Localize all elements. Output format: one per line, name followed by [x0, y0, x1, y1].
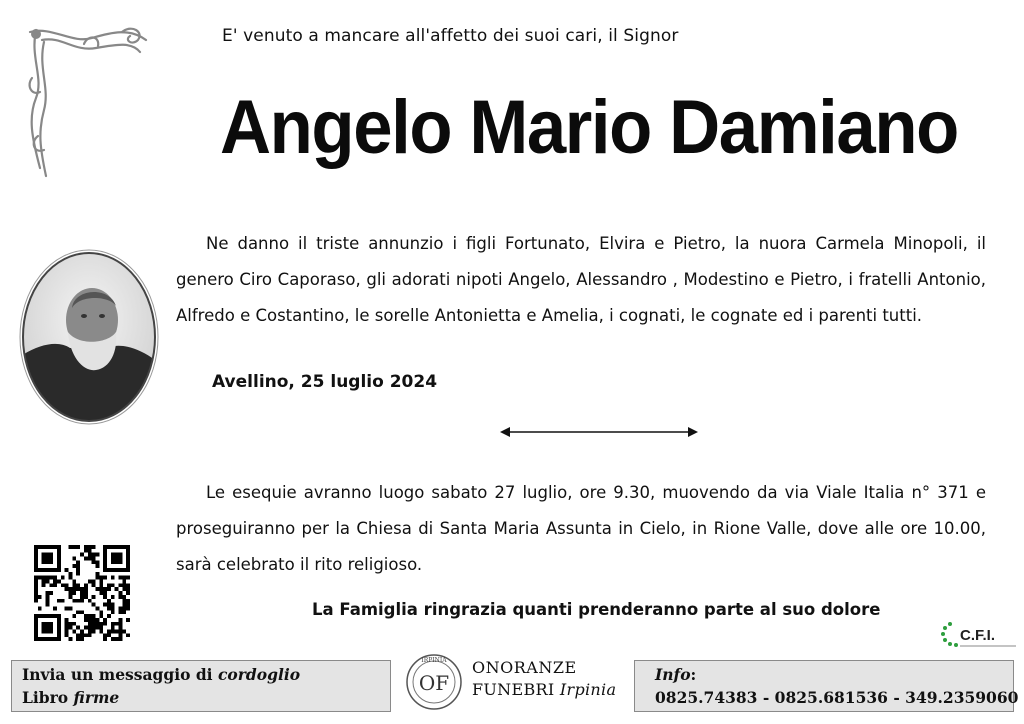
corner-ornament: [22, 18, 152, 183]
funeral-info-paragraph: Le esequie avranno luogo sabato 27 luglio, ore 9.30, muovendo da via Viale Italia n° 371 e proseguiranno per la Chiesa di Santa Maria Assunta in Cielo, in Rione Valle, dove alle ore 10.00, sarà celebrato il rito religioso.: [176, 483, 986, 574]
portrait-photo: [18, 248, 160, 426]
condolence-prefix: Invia un messaggio di: [22, 665, 213, 684]
info-box: [634, 660, 1019, 712]
funeral-home-logo: [404, 648, 464, 712]
brand-line-2-italic: Irpinia: [559, 680, 617, 699]
phone-numbers[interactable]: 0825.74383 - 0825.681536 - 349.2359060: [655, 688, 1019, 707]
double-arrow-divider: [498, 424, 700, 440]
cfi-logo-text: C.F.I.: [960, 627, 996, 644]
logo-top-text: IRPINIA: [421, 657, 447, 664]
deceased-name: Angelo Mario Damiano: [220, 85, 958, 170]
brand-line-2-prefix: FUNEBRI: [472, 680, 555, 699]
condolence-link[interactable]: [22, 665, 300, 684]
info-label: Info: [655, 665, 691, 684]
brand-line-2: [472, 680, 616, 699]
book-word: firme: [73, 688, 120, 707]
guestbook-link[interactable]: [22, 688, 119, 707]
condolence-word: cordoglio: [217, 665, 301, 684]
place-date: Avellino, 25 luglio 2024: [212, 372, 438, 392]
intro-text: E' venuto a mancare all'affetto dei suoi cari, il Signor: [222, 26, 679, 46]
logo-mark: OF: [418, 671, 450, 695]
info-label-line: Info:: [655, 665, 697, 684]
family-thanks: La Famiglia ringrazia quanti prenderanno parte al suo dolore: [312, 600, 881, 619]
announcement-paragraph: Ne danno il triste annunzio i figli Fortunato, Elvira e Pietro, la nuora Carmela Minopoli, il genero Ciro Caporaso, gli adorati nipoti Angelo, Alessandro , Modestino e Pietro, i fratelli Antonio, Alfredo e Costantino, le sorelle Antonietta e Amelia, i cognati, le cognate ed i parenti tutti.: [176, 234, 986, 325]
book-prefix: Libro: [22, 688, 69, 707]
cfi-logo: [940, 618, 1020, 652]
condolence-box[interactable]: [11, 660, 391, 712]
qr-code[interactable]: [34, 545, 130, 641]
brand-line-1: ONORANZE: [472, 658, 577, 677]
